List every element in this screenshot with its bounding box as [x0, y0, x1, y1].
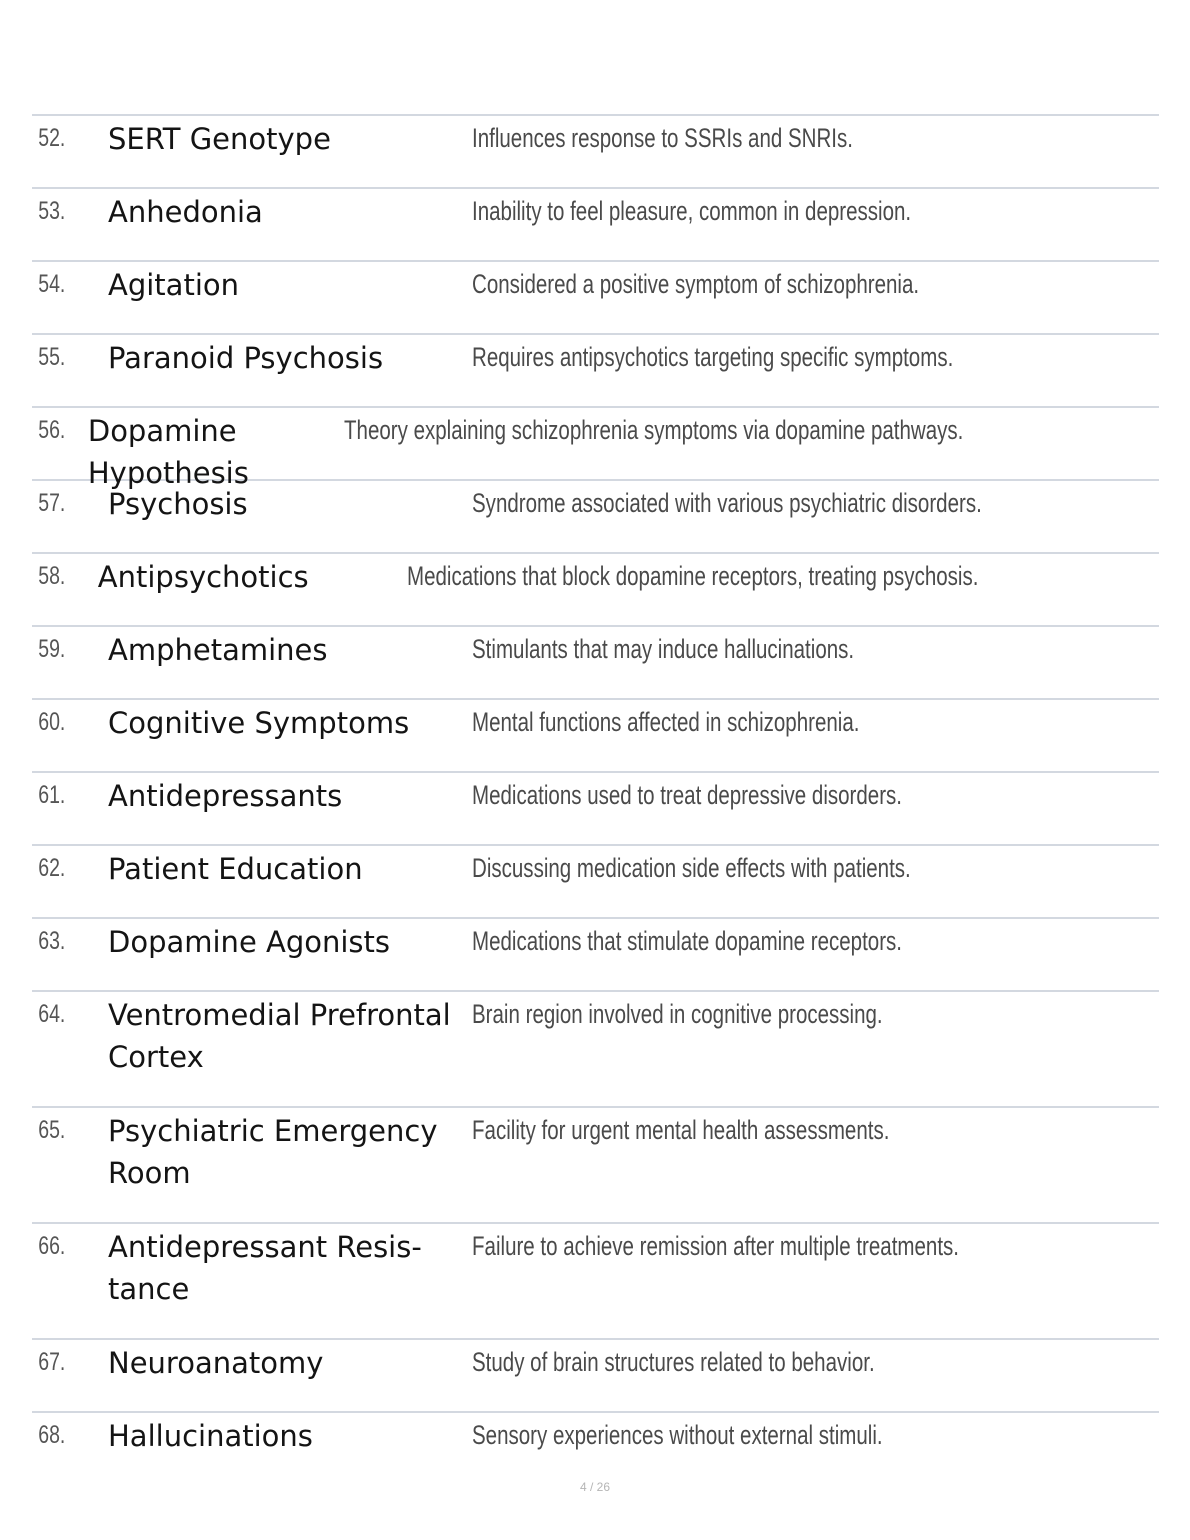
glossary-row-55: [32, 335, 1159, 408]
glossary-definition-cell: [472, 700, 1159, 735]
glossary-term: Antidepressants: [108, 779, 343, 813]
glossary-definition: Discussing medication side effects with patients.: [472, 853, 911, 883]
row-number: 57.: [38, 489, 66, 517]
glossary-definition: Failure to achieve remission after multiple treatments.: [472, 1231, 959, 1261]
glossary-definition-cell: [472, 992, 1159, 1027]
glossary-definition: Mental functions affected in schizophrenia.: [472, 707, 860, 737]
glossary-row-58: [32, 554, 1159, 627]
row-number: 53.: [38, 197, 66, 225]
glossary-row-64: [32, 992, 1159, 1108]
glossary-definition-cell: [472, 189, 1159, 224]
glossary-definition: Syndrome associated with various psychiatric disorders.: [472, 488, 982, 518]
glossary-definition-cell: [472, 773, 1159, 808]
row-number: 63.: [38, 927, 66, 955]
row-number: 60.: [38, 708, 66, 736]
glossary-definition: Theory explaining schizophrenia symptoms via dopamine pathways.: [344, 415, 964, 445]
glossary-definition-cell: [472, 1413, 1159, 1448]
glossary-term: Antidepressant Resis-tance: [108, 1230, 422, 1306]
page-indicator: 4 / 26: [579, 1480, 611, 1494]
glossary-definition-cell: [472, 1224, 1159, 1259]
glossary-term: Neuroanatomy: [108, 1346, 324, 1380]
glossary-term: Dopamine Agonists: [108, 925, 391, 959]
glossary-definition: Influences response to SSRIs and SNRIs.: [472, 123, 853, 153]
row-number: 66.: [38, 1232, 66, 1260]
glossary-definition: Requires antipsychotics targeting specific symptoms.: [472, 342, 954, 372]
glossary-row-63: [32, 919, 1159, 992]
glossary-term: Antipsychotics: [97, 560, 309, 594]
row-number: 55.: [38, 343, 66, 371]
glossary-definition: Inability to feel pleasure, common in depression.: [472, 196, 912, 226]
row-number: 64.: [38, 1000, 66, 1028]
glossary-row-67: [32, 1340, 1159, 1413]
row-number: 54.: [38, 270, 66, 298]
glossary-term: Cognitive Symptoms: [108, 706, 410, 740]
glossary-term: Psychiatric Emergency Room: [108, 1114, 438, 1190]
glossary-definition-cell: [472, 116, 1159, 151]
glossary-row-54: [32, 262, 1159, 335]
glossary-row-68: [32, 1413, 1159, 1486]
glossary-row-61: [32, 773, 1159, 846]
glossary-definition: Brain region involved in cognitive processing.: [472, 999, 883, 1029]
glossary-definition: Medications that stimulate dopamine receptors.: [472, 926, 903, 956]
glossary-definition-cell: [472, 846, 1159, 881]
glossary-term: Ventromedial Prefrontal Cortex: [108, 998, 451, 1074]
glossary-definition-cell: [472, 1340, 1159, 1375]
row-number: 59.: [38, 635, 66, 663]
glossary-row-60: [32, 700, 1159, 773]
glossary-term: Anhedonia: [108, 195, 263, 229]
row-number: 67.: [38, 1348, 66, 1376]
glossary-term: Hallucinations: [108, 1419, 313, 1453]
glossary-definition-cell: [472, 627, 1159, 662]
glossary-table: [32, 114, 1159, 1486]
glossary-definition-cell: [472, 919, 1159, 954]
row-number: 56.: [38, 416, 66, 444]
glossary-row-66: [32, 1224, 1159, 1340]
glossary-term: Dopamine Hypothesis: [87, 414, 249, 490]
glossary-term: SERT Genotype: [108, 122, 331, 156]
glossary-definition-cell: [472, 1108, 1159, 1143]
row-number: 52.: [38, 124, 66, 152]
row-number: 58.: [38, 562, 66, 590]
glossary-definition: Considered a positive symptom of schizophrenia.: [472, 269, 920, 299]
glossary-row-57: [32, 481, 1159, 554]
glossary-definition-cell: [472, 335, 1159, 370]
glossary-row-52: [32, 116, 1159, 189]
glossary-row-65: [32, 1108, 1159, 1224]
glossary-term: Patient Education: [108, 852, 363, 886]
glossary-definition-cell: [407, 554, 1159, 589]
glossary-definition: Stimulants that may induce hallucinations.: [472, 634, 855, 664]
glossary-row-53: [32, 189, 1159, 262]
glossary-term: Psychosis: [108, 487, 248, 521]
glossary-row-56: [32, 408, 1159, 490]
row-number: 61.: [38, 781, 66, 809]
row-number: 68.: [38, 1421, 66, 1449]
glossary-definition: Sensory experiences without external stimuli.: [472, 1420, 883, 1450]
row-number: 62.: [38, 854, 66, 882]
glossary-term: Paranoid Psychosis: [108, 341, 384, 375]
glossary-definition: Facility for urgent mental health assessments.: [472, 1115, 890, 1145]
glossary-definition: Medications that block dopamine receptors, treating psychosis.: [407, 561, 979, 591]
glossary-row-59: [32, 627, 1159, 700]
row-number: 65.: [38, 1116, 66, 1144]
glossary-row-62: [32, 846, 1159, 919]
glossary-definition-cell: [472, 481, 1159, 516]
glossary-definition-cell: [344, 408, 1159, 443]
glossary-definition-cell: [472, 262, 1159, 297]
glossary-term: Amphetamines: [108, 633, 328, 667]
glossary-definition: Study of brain structures related to behavior.: [472, 1347, 875, 1377]
glossary-definition: Medications used to treat depressive disorders.: [472, 780, 903, 810]
glossary-term: Agitation: [108, 268, 239, 302]
